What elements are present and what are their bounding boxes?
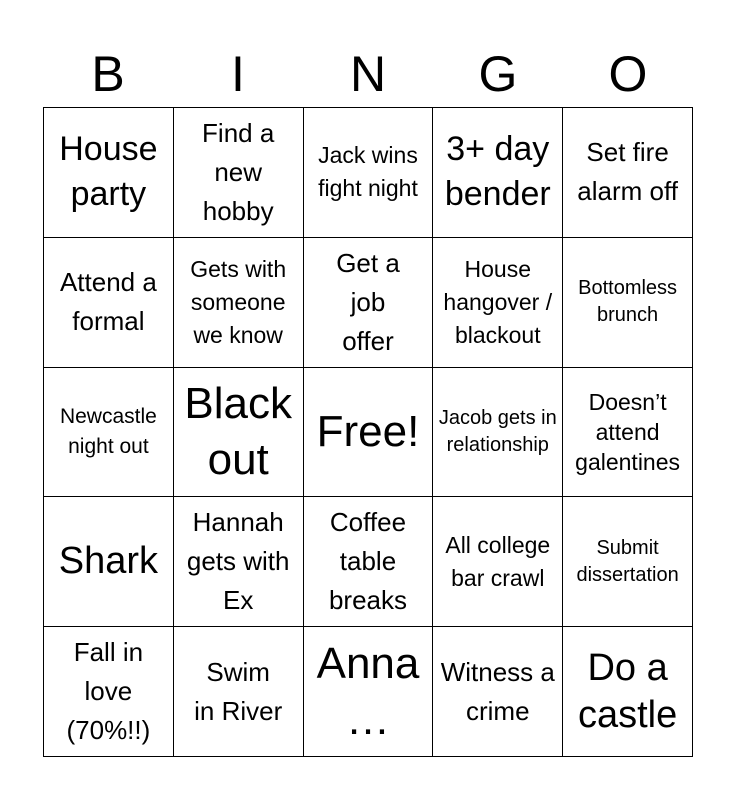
bingo-cell[interactable] bbox=[174, 497, 304, 627]
bingo-cell[interactable] bbox=[304, 108, 434, 238]
bingo-cell[interactable] bbox=[563, 238, 693, 368]
bingo-cell[interactable] bbox=[304, 368, 434, 498]
bingo-cell[interactable] bbox=[174, 238, 304, 368]
cell-text: Black out bbox=[184, 378, 292, 484]
bingo-cell[interactable] bbox=[44, 238, 174, 368]
header-letter-n: N bbox=[349, 46, 387, 102]
cell-text: Hannah gets with Ex bbox=[186, 507, 290, 616]
header-letter-i: I bbox=[231, 46, 245, 102]
bingo-cell[interactable] bbox=[563, 627, 693, 757]
cell-text: House party bbox=[59, 130, 158, 214]
bingo-cell[interactable] bbox=[174, 368, 304, 498]
cell-text: Coffee table breaks bbox=[328, 507, 407, 616]
cell-text: Fall in love (70%!!) bbox=[66, 637, 151, 746]
bingo-cell[interactable] bbox=[304, 627, 434, 757]
bingo-cell[interactable] bbox=[563, 497, 693, 627]
bingo-cell[interactable] bbox=[174, 108, 304, 238]
bingo-cell[interactable] bbox=[563, 368, 693, 498]
bingo-cell[interactable] bbox=[44, 627, 174, 757]
cell-text: Jacob gets in relationship bbox=[438, 406, 557, 456]
cell-text: Do a castle bbox=[577, 646, 678, 736]
cell-text: Anna … bbox=[316, 638, 420, 744]
bingo-header bbox=[43, 44, 693, 104]
cell-text: 3+ day bender bbox=[444, 130, 551, 214]
bingo-cell[interactable] bbox=[174, 627, 304, 757]
cell-text: Doesn’t attend galentines bbox=[575, 388, 681, 475]
header-letter-g: G bbox=[478, 46, 518, 102]
bingo-cell[interactable] bbox=[44, 368, 174, 498]
cell-text: Find a new hobby bbox=[202, 117, 275, 226]
bingo-cell[interactable] bbox=[433, 238, 563, 368]
cell-text: Set fire alarm off bbox=[577, 137, 678, 207]
bingo-cell[interactable] bbox=[44, 108, 174, 238]
header-letter-o: O bbox=[608, 46, 648, 102]
cell-text: Gets with someone we know bbox=[190, 255, 287, 348]
bingo-cell[interactable] bbox=[304, 238, 434, 368]
cell-text: Attend a formal bbox=[59, 267, 157, 337]
cell-text: Get a job offer bbox=[336, 247, 400, 356]
bingo-cell[interactable] bbox=[563, 108, 693, 238]
cell-text: Free! bbox=[316, 406, 420, 456]
cell-text: Shark bbox=[58, 540, 159, 583]
bingo-card bbox=[43, 107, 693, 757]
cell-text: Swim in River bbox=[194, 656, 283, 726]
cell-text: Bottomless brunch bbox=[578, 277, 678, 327]
header-letter-b: B bbox=[91, 46, 125, 102]
bingo-cell[interactable] bbox=[44, 497, 174, 627]
cell-text: Submit dissertation bbox=[576, 536, 679, 586]
bingo-cell[interactable] bbox=[433, 627, 563, 757]
bingo-cell[interactable] bbox=[433, 108, 563, 238]
bingo-cell[interactable] bbox=[304, 497, 434, 627]
cell-text: Newcastle night out bbox=[59, 404, 157, 458]
bingo-cell[interactable] bbox=[433, 368, 563, 498]
cell-text: All college bar crawl bbox=[445, 531, 551, 591]
cell-text: Jack wins fight night bbox=[318, 142, 418, 202]
cell-text: House hangover / blackout bbox=[443, 255, 553, 348]
bingo-cell[interactable] bbox=[433, 497, 563, 627]
cell-text: Witness a crime bbox=[440, 656, 555, 726]
